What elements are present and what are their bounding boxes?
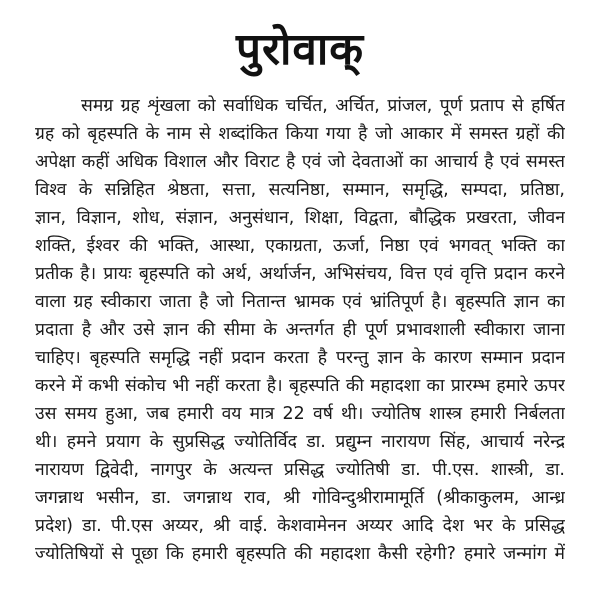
text-line: समग्र ग्रह शृंखला को सर्वाधिक चर्चित, अर्चित, प्रांजल, पूर्ण प्रताप से हर्षित [81, 96, 565, 116]
text-line: प्रतीक है। प्रायः बृहस्पति को अर्थ, अर्थार्जन, अभिसंचय, वित्त एवं वृत्ति प्रदान करने [35, 264, 565, 284]
page-title: पुरोवाक् [235, 24, 365, 75]
text-line: करने में कभी संकोच भी नहीं करता है। बृहस्पति की महादशा का प्रारम्भ हमारे ऊपर [35, 376, 565, 396]
text-line: प्रदेश) डा. पी.एस अय्यर, श्री वाई. केशवामेनन अय्यर आदि देश भर के प्रसिद्ध [35, 516, 565, 536]
text-line: अपेक्षा कहीं अधिक विशाल और विराट है एवं जो देवताओं का आचार्य है एवं समस्त [35, 152, 565, 172]
text-line: प्रदाता है और उसे ज्ञान की सीमा के अन्तर्गत ही पूर्ण प्रभावशाली स्वीकारा जाना [35, 320, 565, 340]
text-line: चाहिए। बृहस्पति समृद्धि नहीं प्रदान करता है परन्तु ज्ञान के कारण सम्मान प्रदान [35, 348, 565, 368]
text-line: ग्रह को बृहस्पति के नाम से शब्दांकित किया गया है जो आकार में समस्त ग्रहों की [35, 124, 565, 144]
text-line: ज्ञान, विज्ञान, शोध, संज्ञान, अनुसंधान, शिक्षा, विद्वता, बौद्धिक प्रखरता, जीवन [35, 208, 565, 228]
text-line: थी। हमने प्रयाग के सुप्रसिद्ध ज्योतिर्विद डा. प्रद्युम्न नारायण सिंह, आचार्य नरेन्द्र [35, 432, 565, 452]
text-line: शक्ति, ईश्वर की भक्ति, आस्था, एकाग्रता, ऊर्जा, निष्ठा एवं भगवत् भक्ति का [35, 236, 565, 256]
text-line: वाला ग्रह स्वीकारा जाता है जो नितान्त भ्रामक एवं भ्रांतिपूर्ण है। बृहस्पति ज्ञान का [35, 292, 565, 312]
text-line: जगन्नाथ भसीन, डा. जगन्नाथ राव, श्री गोविन्दुश्रीरामामूर्ति (श्रीकाकुलम, आन्ध्र [35, 488, 565, 508]
text-line: ज्योतिषियों से पूछा कि हमारी बृहस्पति की महादशा कैसी रहेगी? हमारे जन्मांग में [35, 544, 565, 564]
text-line: नारायण द्विवेदी, नागपुर के अत्यन्त प्रसिद्ध ज्योतिषी डा. पी.एस. शास्त्री, डा. [35, 460, 565, 480]
body-paragraph [35, 92, 565, 568]
text-line: उस समय हुआ, जब हमारी वय मात्र 22 वर्ष थी। ज्योतिष शास्त्र हमारी निर्बलता [35, 404, 565, 424]
text-line: विश्व के सन्निहित श्रेष्ठता, सत्ता, सत्यनिष्ठा, सम्मान, समृद्धि, सम्पदा, प्रतिष्ठा, [35, 180, 565, 200]
